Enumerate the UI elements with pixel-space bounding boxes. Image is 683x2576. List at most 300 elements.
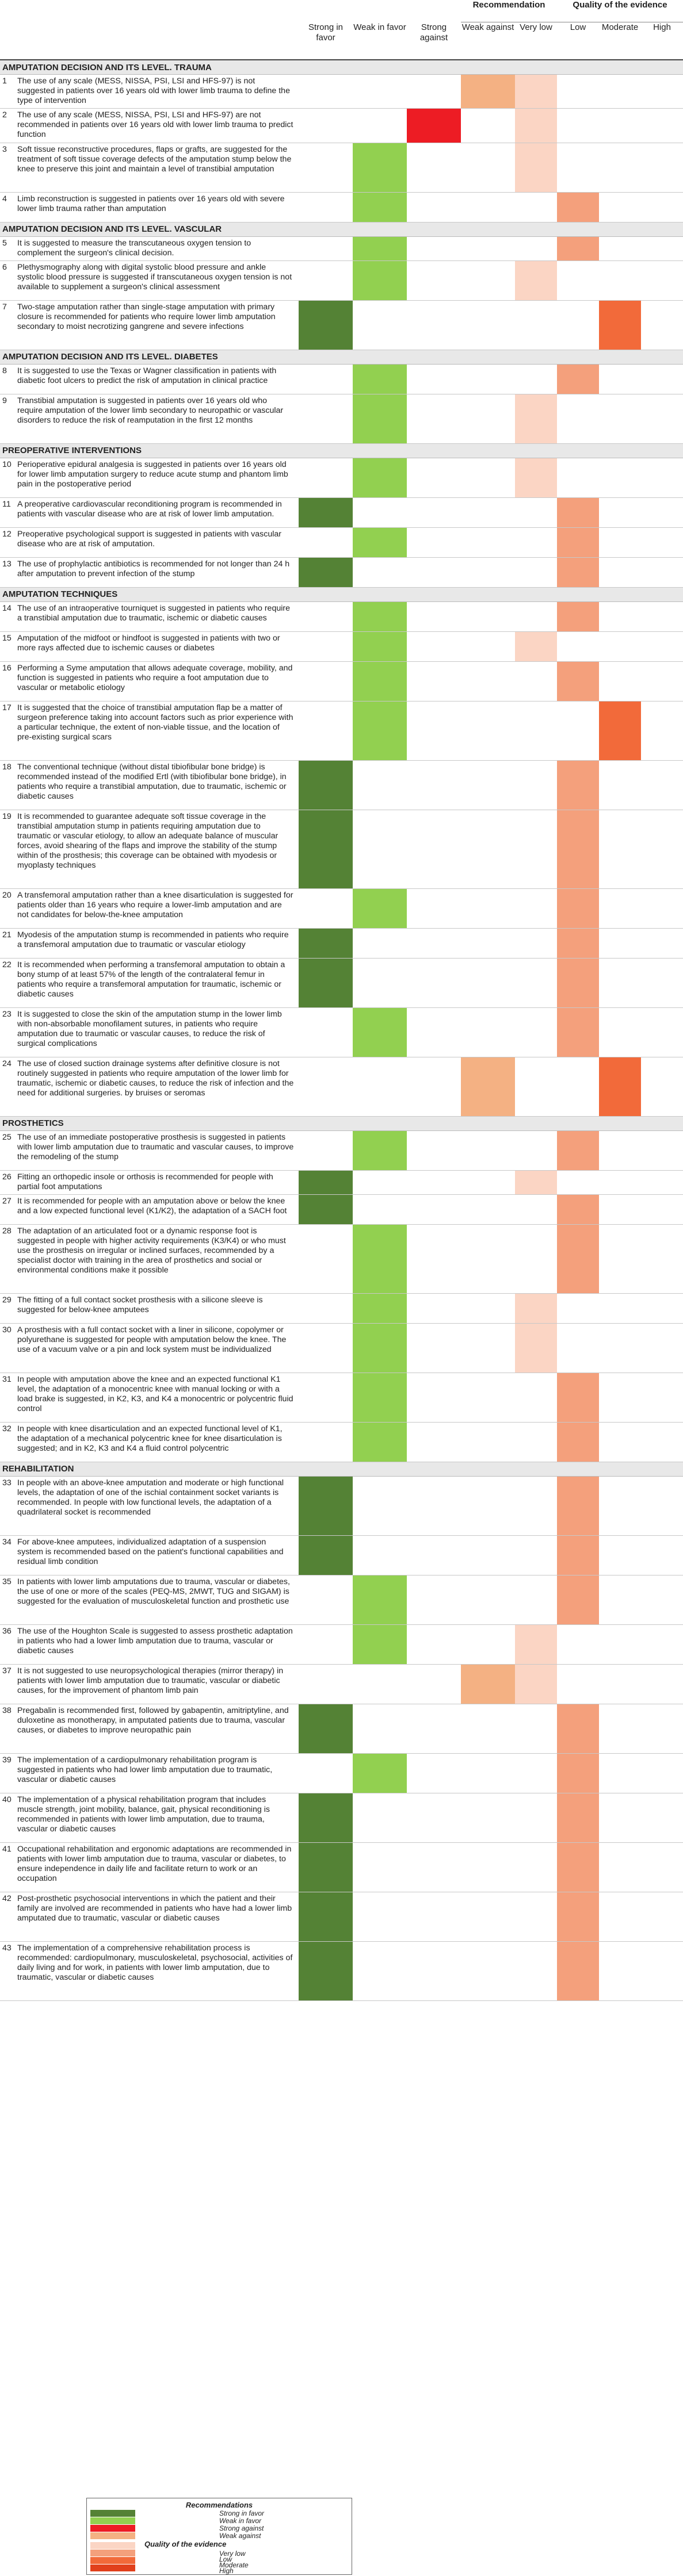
- recommendation-number: 22: [0, 958, 15, 1007]
- empty-cell: [461, 888, 515, 928]
- table-row: [0, 661, 683, 701]
- recommendation-number: 24: [0, 1057, 15, 1116]
- grade-cell-low: [557, 661, 599, 701]
- header-weak-in-favor: Weak in favor: [353, 22, 406, 32]
- empty-cell: [515, 1535, 557, 1575]
- section-header: [0, 443, 683, 458]
- empty-cell: [461, 1753, 515, 1793]
- legend-label-moderate: Moderate: [219, 2561, 249, 2569]
- grade-cell-weak-favor: [353, 601, 407, 631]
- recommendation-text: The use of an intraoperative tourniquet is suggested in patients who require a transtibial amputation due to traumatic, ischemic or diabetic causes: [15, 601, 299, 631]
- grade-cell-strong-favor: [299, 1194, 353, 1224]
- empty-cell: [461, 1422, 515, 1462]
- legend-swatch-low: [90, 2550, 135, 2556]
- recommendation-number: 41: [0, 1842, 15, 1892]
- section-header: [0, 587, 683, 601]
- empty-cell: [599, 1664, 641, 1704]
- grade-cell-low: [557, 888, 599, 928]
- empty-cell: [407, 527, 461, 557]
- grade-cell-low: [557, 1753, 599, 1793]
- empty-cell: [515, 1476, 557, 1535]
- empty-cell: [641, 109, 683, 143]
- recommendation-text: The use of any scale (MESS, NISSA, PSI, LSI and HFS-97) is not suggested in patients over 16 years old with lower limb trauma to define the type of intervention: [15, 75, 299, 109]
- empty-cell: [557, 458, 599, 497]
- table-row: [0, 928, 683, 958]
- empty-cell: [557, 109, 599, 143]
- empty-cell: [407, 1293, 461, 1323]
- empty-cell: [353, 1664, 407, 1704]
- empty-cell: [353, 1941, 407, 2000]
- legend-label-very-low: Very low: [219, 2550, 246, 2558]
- empty-cell: [353, 760, 407, 810]
- grade-cell-low: [557, 1194, 599, 1224]
- section-header: [0, 350, 683, 364]
- section-title: AMPUTATION DECISION AND ITS LEVEL. VASCULAR: [0, 222, 683, 236]
- empty-cell: [557, 300, 599, 350]
- section-title: AMPUTATION DECISION AND ITS LEVEL. TRAUMA: [0, 60, 683, 75]
- empty-cell: [557, 394, 599, 443]
- legend-swatch-very-low: [90, 2542, 135, 2549]
- table-row: [0, 1575, 683, 1624]
- table-row: [0, 364, 683, 394]
- grade-cell-very-low: [515, 1664, 557, 1704]
- empty-cell: [641, 958, 683, 1007]
- grade-cell-weak-favor: [353, 661, 407, 701]
- recommendation-text: The adaptation of an articulated foot or a dynamic response foot is suggested in people with higher activity requirements (K3/K4) or who must use the prosthesis on irregular or inclined surfaces, recommended by a specialist doctor with training in the area of prosthetics and social or environmental conditions make it possible: [15, 1224, 299, 1293]
- grade-cell-moderate: [599, 701, 641, 760]
- empty-cell: [299, 1624, 353, 1664]
- empty-cell: [515, 1575, 557, 1624]
- empty-cell: [407, 1007, 461, 1057]
- empty-cell: [407, 260, 461, 300]
- empty-cell: [515, 810, 557, 888]
- empty-cell: [515, 1007, 557, 1057]
- empty-cell: [641, 497, 683, 527]
- empty-cell: [557, 1664, 599, 1704]
- empty-cell: [461, 1842, 515, 1892]
- table-row: [0, 760, 683, 810]
- empty-cell: [407, 1535, 461, 1575]
- empty-cell: [641, 1130, 683, 1170]
- empty-cell: [407, 143, 461, 192]
- empty-cell: [599, 1194, 641, 1224]
- grade-cell-low: [557, 1793, 599, 1842]
- empty-cell: [599, 928, 641, 958]
- table-row: [0, 1704, 683, 1753]
- table-row: [0, 958, 683, 1007]
- grade-cell-weak-favor: [353, 1753, 407, 1793]
- empty-cell: [599, 75, 641, 109]
- grade-cell-weak-favor: [353, 1373, 407, 1422]
- empty-cell: [299, 143, 353, 192]
- empty-cell: [461, 1373, 515, 1422]
- section-title: REHABILITATION: [0, 1462, 683, 1476]
- legend-label-strong-in-favor: Strong in favor: [219, 2509, 265, 2517]
- empty-cell: [407, 236, 461, 260]
- grade-cell-weak-favor: [353, 143, 407, 192]
- empty-cell: [599, 888, 641, 928]
- empty-cell: [641, 1323, 683, 1373]
- recommendation-number: 9: [0, 394, 15, 443]
- empty-cell: [641, 760, 683, 810]
- empty-cell: [461, 1941, 515, 2000]
- recommendation-text: Post-prosthetic psychosocial interventions in which the patient and their family are involved are recommended in patients who have had a lower limb amputated due to traumatic, vascular or diabetic causes: [15, 1892, 299, 1941]
- recommendation-number: 21: [0, 928, 15, 958]
- recommendation-number: 13: [0, 557, 15, 587]
- empty-cell: [461, 1170, 515, 1194]
- table-row: [0, 1664, 683, 1704]
- recommendation-text: Perioperative epidural analgesia is suggested in patients over 16 years old for lower limb amputation surgery to reduce acute stump and phantom limb pain in the postoperative period: [15, 458, 299, 497]
- recommendation-number: 2: [0, 109, 15, 143]
- recommendation-text: In patients with lower limb amputations due to trauma, vascular or diabetes, the use of one or more of the scales (PEQ-MS, 2MWT, TUG and SIGAM) is suggested for the evaluation of musculoskeletal function and prosthetic use: [15, 1575, 299, 1624]
- empty-cell: [299, 109, 353, 143]
- empty-cell: [557, 1057, 599, 1116]
- empty-cell: [407, 497, 461, 527]
- empty-cell: [461, 143, 515, 192]
- recommendation-number: 25: [0, 1130, 15, 1170]
- empty-cell: [515, 1941, 557, 2000]
- grade-cell-low: [557, 1704, 599, 1753]
- table-row: [0, 888, 683, 928]
- table-row: [0, 260, 683, 300]
- empty-cell: [515, 1704, 557, 1753]
- recommendation-text: The use of closed suction drainage systems after definitive closure is not routinely suggested in patients who require amputation of the lower limb for traumatic, ischemic or diabetic causes, to reduce the risk of infection and the need for additional surgeries. by bruises or seromas: [15, 1057, 299, 1116]
- empty-cell: [515, 1057, 557, 1116]
- empty-cell: [599, 236, 641, 260]
- grade-cell-weak-favor: [353, 888, 407, 928]
- empty-cell: [641, 1476, 683, 1535]
- section-header: [0, 222, 683, 236]
- empty-cell: [641, 1575, 683, 1624]
- empty-cell: [641, 810, 683, 888]
- empty-cell: [299, 364, 353, 394]
- recommendation-text: It is not suggested to use neuropsychological therapies (mirror therapy) in patients with lower limb amputation due to traumatic, vascular or diabetic causes, for the improvement of phantom limb pain: [15, 1664, 299, 1704]
- recommendation-text: Transtibial amputation is suggested in patients over 16 years old who require amputation of the lower limb secondary to neuropathic or vascular disorders to reduce the risk of reamputation in the first 12 months: [15, 394, 299, 443]
- empty-cell: [407, 810, 461, 888]
- empty-cell: [353, 1892, 407, 1941]
- empty-cell: [407, 394, 461, 443]
- empty-cell: [461, 192, 515, 222]
- empty-cell: [407, 1704, 461, 1753]
- empty-cell: [407, 1057, 461, 1116]
- legend-label-weak-in-favor: Weak in favor: [219, 2517, 262, 2525]
- table-row: [0, 631, 683, 661]
- grade-cell-low: [557, 1941, 599, 2000]
- header-weak-against: Weak against: [461, 22, 514, 32]
- header-strong-against: Strong against: [419, 22, 448, 43]
- recommendation-text: It is suggested that the choice of transtibial amputation flap be a matter of surgeon preference taking into account factors such as prior experience with a particular technique, the extent of non-viable tissue, and the location of pre-existing surgical scars: [15, 701, 299, 760]
- empty-cell: [641, 1753, 683, 1793]
- empty-cell: [353, 109, 407, 143]
- recommendation-number: 12: [0, 527, 15, 557]
- empty-cell: [641, 1224, 683, 1293]
- grade-cell-strong-favor: [299, 1170, 353, 1194]
- grade-cell-very-low: [515, 109, 557, 143]
- recommendation-number: 16: [0, 661, 15, 701]
- empty-cell: [515, 1793, 557, 1842]
- header-very-low: Very low: [520, 22, 552, 32]
- empty-cell: [515, 1130, 557, 1170]
- grade-cell-weak-favor: [353, 236, 407, 260]
- empty-cell: [515, 1892, 557, 1941]
- recommendation-number: 29: [0, 1293, 15, 1323]
- recommendation-number: 18: [0, 760, 15, 810]
- empty-cell: [407, 1170, 461, 1194]
- section-header: [0, 60, 683, 75]
- empty-cell: [407, 928, 461, 958]
- empty-cell: [461, 1007, 515, 1057]
- grade-cell-very-low: [515, 1170, 557, 1194]
- empty-cell: [599, 1624, 641, 1664]
- empty-cell: [599, 260, 641, 300]
- grade-cell-strong-favor: [299, 300, 353, 350]
- recommendation-number: 32: [0, 1422, 15, 1462]
- empty-cell: [599, 661, 641, 701]
- empty-cell: [557, 143, 599, 192]
- empty-cell: [641, 236, 683, 260]
- empty-cell: [407, 1194, 461, 1224]
- grade-cell-weak-against: [461, 1057, 515, 1116]
- recommendation-number: 39: [0, 1753, 15, 1793]
- recommendation-number: 19: [0, 810, 15, 888]
- empty-cell: [641, 1194, 683, 1224]
- recommendation-text: In people with knee disarticulation and an expected functional level of K1, the adaptation of a mechanical polycentric knee for knee disarticulation is suggested; and in K2, K3 and K4 a fluid control polycentric: [15, 1422, 299, 1462]
- empty-cell: [407, 601, 461, 631]
- recommendation-number: 8: [0, 364, 15, 394]
- table-row: [0, 1422, 683, 1462]
- table-row: [0, 1057, 683, 1116]
- grade-cell-low: [557, 1476, 599, 1535]
- empty-cell: [461, 1130, 515, 1170]
- grade-cell-weak-favor: [353, 1323, 407, 1373]
- grade-cell-strong-favor: [299, 557, 353, 587]
- section-title: PREOPERATIVE INTERVENTIONS: [0, 443, 683, 458]
- empty-cell: [599, 958, 641, 1007]
- empty-cell: [353, 810, 407, 888]
- legend-box: [86, 2498, 352, 2575]
- empty-cell: [557, 260, 599, 300]
- recommendation-text: It is recommended for people with an amputation above or below the knee and a low expected functional level (K1/K2), the adaptation of a SACH foot: [15, 1194, 299, 1224]
- recommendation-text: Pregabalin is recommended first, followed by gabapentin, amitriptyline, and duloxetine as monotherapy, in amputated patients due to trauma, vascular causes, or diabetes to improve neuropathic pain: [15, 1704, 299, 1753]
- empty-cell: [353, 497, 407, 527]
- empty-cell: [641, 1373, 683, 1422]
- grade-cell-low: [557, 527, 599, 557]
- empty-cell: [641, 1422, 683, 1462]
- legend-swatch-high: [90, 2564, 135, 2571]
- empty-cell: [299, 192, 353, 222]
- table-row: [0, 1842, 683, 1892]
- grade-cell-strong-favor: [299, 1704, 353, 1753]
- table-row: [0, 527, 683, 557]
- empty-cell: [461, 701, 515, 760]
- empty-cell: [515, 601, 557, 631]
- empty-cell: [407, 458, 461, 497]
- legend-swatch-weak-in-favor: [90, 2517, 135, 2524]
- recommendation-text: The use of the Houghton Scale is suggested to assess prosthetic adaptation in patients who had a lower limb amputation due to trauma, vascular or diabetic causes: [15, 1624, 299, 1664]
- recommendation-text: Amputation of the midfoot or hindfoot is suggested in patients with two or more rays affected due to ischemic causes or diabetes: [15, 631, 299, 661]
- empty-cell: [599, 109, 641, 143]
- empty-cell: [461, 1323, 515, 1373]
- empty-cell: [599, 1422, 641, 1462]
- recommendation-number: 15: [0, 631, 15, 661]
- empty-cell: [299, 601, 353, 631]
- empty-cell: [353, 1057, 407, 1116]
- empty-cell: [641, 1170, 683, 1194]
- empty-cell: [353, 1476, 407, 1535]
- empty-cell: [599, 1704, 641, 1753]
- grade-cell-low: [557, 557, 599, 587]
- empty-cell: [599, 1535, 641, 1575]
- recommendation-number: 28: [0, 1224, 15, 1293]
- empty-cell: [515, 300, 557, 350]
- empty-cell: [599, 1476, 641, 1535]
- grade-cell-strong-favor: [299, 810, 353, 888]
- recommendation-text: The implementation of a physical rehabilitation program that includes muscle strength, joint mobility, balance, gait, physical reconditioning is recommended in patients with lower limb amputation, due to trauma, vascular or diabetic causes: [15, 1793, 299, 1842]
- empty-cell: [299, 527, 353, 557]
- table-row: [0, 497, 683, 527]
- empty-cell: [299, 1130, 353, 1170]
- grade-cell-very-low: [515, 260, 557, 300]
- recommendation-text: The implementation of a cardiopulmonary rehabilitation program is suggested in patients who had lower limb amputation due to traumatic, vascular or diabetic causes: [15, 1753, 299, 1793]
- empty-cell: [641, 458, 683, 497]
- recommendation-text: It is recommended to guarantee adequate soft tissue coverage in the transtibial amputation stump in patients requiring amputation due to traumatic or vascular etiology, to allow an adequate balance of muscular forces, avoid shearing of the flaps and improve the stability of the stump within of the prosthesis; this coverage can be obtained with myodesis or myoplasty techniques: [15, 810, 299, 888]
- table-row: [0, 557, 683, 587]
- empty-cell: [299, 1224, 353, 1293]
- grade-cell-weak-favor: [353, 1007, 407, 1057]
- grade-cell-weak-against: [461, 75, 515, 109]
- grade-cell-weak-favor: [353, 527, 407, 557]
- empty-cell: [515, 928, 557, 958]
- empty-cell: [461, 1793, 515, 1842]
- grade-cell-strong-favor: [299, 1941, 353, 2000]
- recommendation-text: A prosthesis with a full contact socket with a liner in silicone, copolymer or polyurethane is suggested for people with amputation below the knee. The use of a vacuum valve or a pin and lock system must be individualized: [15, 1323, 299, 1373]
- table-row: [0, 1373, 683, 1422]
- empty-cell: [461, 1704, 515, 1753]
- empty-cell: [641, 192, 683, 222]
- grade-cell-strong-favor: [299, 958, 353, 1007]
- empty-cell: [641, 1892, 683, 1941]
- empty-cell: [641, 1664, 683, 1704]
- recommendation-text: A preoperative cardiovascular reconditioning program is recommended in patients with vascular disease who are at risk of lower limb amputation.: [15, 497, 299, 527]
- legend-swatch-weak-against: [90, 2532, 135, 2539]
- empty-cell: [461, 1624, 515, 1664]
- empty-cell: [641, 928, 683, 958]
- empty-cell: [353, 1793, 407, 1842]
- header-quality-group: Quality of the evidence: [557, 0, 683, 22]
- grade-cell-weak-favor: [353, 394, 407, 443]
- recommendation-text: In people with an above-knee amputation and moderate or high functional levels, the adaptation of one of the ischial containment socket variants is recommended. In people with low functional levels, the adaptation of a quadrilateral socket is recommended: [15, 1476, 299, 1535]
- recommendation-number: 34: [0, 1535, 15, 1575]
- table-row: [0, 1941, 683, 2000]
- empty-cell: [407, 1664, 461, 1704]
- recommendation-number: 11: [0, 497, 15, 527]
- empty-cell: [599, 1842, 641, 1892]
- grade-cell-strong-favor: [299, 1793, 353, 1842]
- empty-cell: [353, 928, 407, 958]
- grade-cell-weak-favor: [353, 192, 407, 222]
- recommendation-text: The conventional technique (without distal tibiofibular bone bridge) is recommended instead of the modified Ertl (with tibiofibular bone bridge), in patients who require a transtibial amputation, due to traumatic, ischemic or diabetic causes: [15, 760, 299, 810]
- table-row: [0, 143, 683, 192]
- table-row: [0, 236, 683, 260]
- grade-cell-low: [557, 364, 599, 394]
- grade-cell-low: [557, 1007, 599, 1057]
- header-low: Low: [570, 22, 586, 32]
- empty-cell: [461, 557, 515, 587]
- empty-cell: [407, 1575, 461, 1624]
- grade-cell-moderate: [599, 1057, 641, 1116]
- table-row: [0, 810, 683, 888]
- grade-cell-weak-favor: [353, 631, 407, 661]
- empty-cell: [461, 458, 515, 497]
- recommendation-number: 4: [0, 192, 15, 222]
- grade-cell-low: [557, 497, 599, 527]
- empty-cell: [557, 75, 599, 109]
- empty-cell: [641, 260, 683, 300]
- grade-cell-low: [557, 1130, 599, 1170]
- recommendation-number: 10: [0, 458, 15, 497]
- grade-cell-strong-favor: [299, 928, 353, 958]
- section-header: [0, 1462, 683, 1476]
- empty-cell: [641, 1535, 683, 1575]
- grade-cell-low: [557, 1535, 599, 1575]
- empty-cell: [407, 958, 461, 1007]
- empty-cell: [515, 1224, 557, 1293]
- empty-cell: [407, 631, 461, 661]
- empty-cell: [353, 557, 407, 587]
- grade-cell-strong-favor: [299, 1535, 353, 1575]
- empty-cell: [599, 364, 641, 394]
- recommendation-text: The implementation of a comprehensive rehabilitation process is recommended: cardiopulmonary, musculoskeletal, psychosocial, activities of daily living and for work, in patients with lower limb amputation, due to traumatic, vascular or diabetic causes: [15, 1941, 299, 2000]
- empty-cell: [461, 631, 515, 661]
- empty-cell: [407, 1476, 461, 1535]
- empty-cell: [407, 888, 461, 928]
- empty-cell: [461, 236, 515, 260]
- grade-cell-low: [557, 1892, 599, 1941]
- table-body: [0, 60, 683, 2000]
- empty-cell: [461, 601, 515, 631]
- empty-cell: [557, 631, 599, 661]
- empty-cell: [641, 888, 683, 928]
- empty-cell: [515, 701, 557, 760]
- empty-cell: [299, 661, 353, 701]
- empty-cell: [461, 810, 515, 888]
- empty-cell: [515, 1842, 557, 1892]
- empty-cell: [299, 394, 353, 443]
- table-row: [0, 1535, 683, 1575]
- empty-cell: [461, 1194, 515, 1224]
- empty-cell: [515, 760, 557, 810]
- grade-cell-weak-favor: [353, 1130, 407, 1170]
- empty-cell: [407, 661, 461, 701]
- empty-cell: [599, 1170, 641, 1194]
- recommendation-number: 30: [0, 1323, 15, 1373]
- empty-cell: [599, 1793, 641, 1842]
- grade-cell-low: [557, 601, 599, 631]
- grade-cell-low: [557, 192, 599, 222]
- grade-cell-weak-favor: [353, 1422, 407, 1462]
- recommendation-number: 20: [0, 888, 15, 928]
- recommendation-number: 43: [0, 1941, 15, 2000]
- table-row: [0, 1170, 683, 1194]
- grade-cell-very-low: [515, 1323, 557, 1373]
- empty-cell: [407, 1323, 461, 1373]
- grade-cell-very-low: [515, 458, 557, 497]
- grade-cell-low: [557, 1842, 599, 1892]
- empty-cell: [599, 1575, 641, 1624]
- grade-cell-strong-against: [407, 109, 461, 143]
- recommendation-text: It is recommended when performing a transfemoral amputation to obtain a bony stump of at least 57% of the length of the contralateral femur in patients who require a transfemoral amputation for traumatic, ischemic or diabetic causes: [15, 958, 299, 1007]
- section-header: [0, 1116, 683, 1130]
